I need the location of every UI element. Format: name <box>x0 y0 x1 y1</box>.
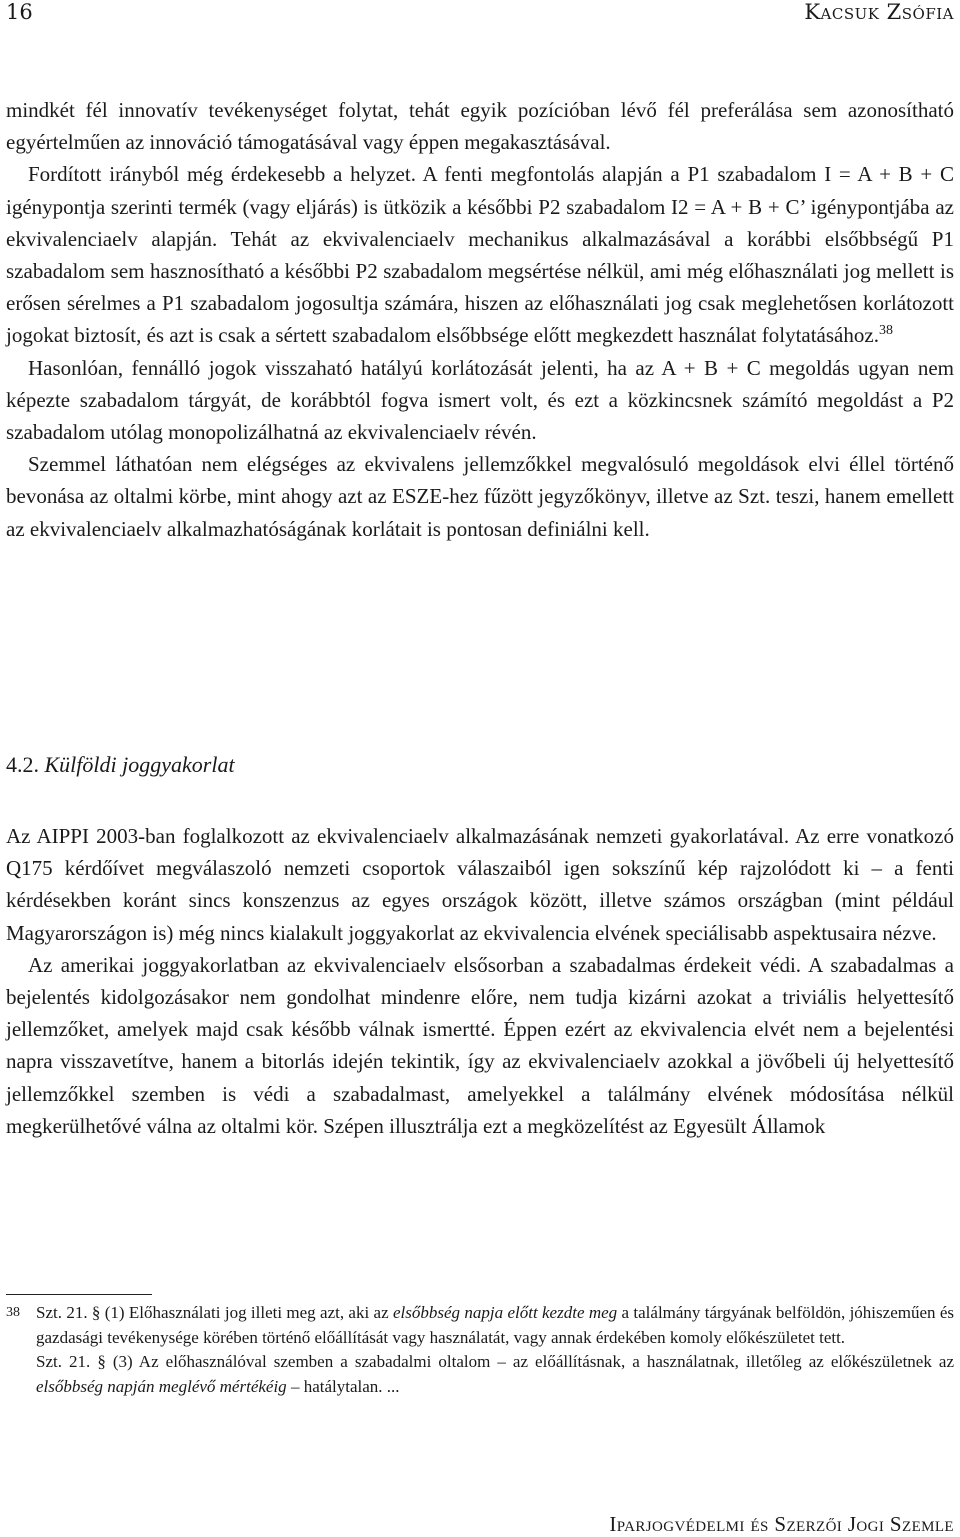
paragraph: Az AIPPI 2003-ban foglalkozott az ekvivalenciaelv alkalmazásának nemzeti gyakorlatával. Az erre vonatkozó Q175 kérdőívet megválaszoló nemzeti csoportok válaszaiból igen sokszínű kép rajzolódott ki – a fenti kérdésekben koránt sincs konszenzus az egyes országok között, illetve számos országban (mint például Magyarországon is) még nincs kialakult joggyakorlat az ekvivalencia elvének speciálisabb aspektusaira nézve. <box>6 824 954 945</box>
section-title: Külföldi joggyakorlat <box>44 752 235 777</box>
footnote-emphasis: elsőbbség napján meglévő mértékéig <box>36 1376 287 1396</box>
paragraph: Szemmel láthatóan nem elégséges az ekvivalens jellemzőkkel megvalósuló megoldások elvi éllel történő bevonása az oltalmi körbe, mint ahogy azt az ESZE-hez fűzött jegyzőkönyv, illetve az Szt. teszi, hanem emellett az ekvivalenciaelv alkalmazhatóságának korlátait is pontosan definiálni kell. <box>6 452 954 541</box>
section-heading <box>6 749 235 781</box>
paragraph: Az amerikai joggyakorlatban az ekvivalenciaelv elsősorban a szabadalmas érdekeit védi. A szabadalmas a bejelentés kidolgozásakor nem gondolhat mindenre előre, nem tudja kizárni azokat a triviális helyettesítő jellemzőket, amelyek majd csak később válnak ismertté. Éppen ezért az ekvivalencia elvét nem a bejelentési napra visszavetítve, hanem a bitorlás idején tekintik, így az ekvivalenciaelv azokkal a jövőbeli új helyettesítő jellemzőkkel szemben is védi a szabadalmast, amelyekkel a találmány elvének módosítása nélkül megkerülhetővé válna az oltalmi kör. Szépen illusztrálja ezt a megközelítést az Egyesült Államok <box>6 952 954 1138</box>
footnote-text: Szt. 21. § (1) Előhasználati jog illeti meg azt, aki az <box>36 1303 393 1322</box>
footnote-text: Szt. 21. § (3) Az előhasználóval szemben a szabadalmi oltalom – az előállításnak, a használatnak, illetőleg az előkészületnek az <box>36 1352 954 1372</box>
running-foot-journal: Iparjogvédelmi és Szerzői Jogi Szemle <box>609 1512 954 1536</box>
footnote-separator <box>6 1294 152 1295</box>
footnote-reference[interactable]: 38 <box>878 323 893 339</box>
page-number: 16 <box>6 0 33 24</box>
footnote-marker: 38 <box>6 1305 20 1320</box>
footnote-line <box>36 1350 954 1399</box>
paragraph: Hasonlóan, fennálló jogok visszaható hatályú korlátozását jelenti, ha az A + B + C megoldás ugyan nem képezte szabadalom tárgyát, de korábbtól fogva ismert volt, és ezt a közkincsnek számító megoldást a P2 szabadalom utólag monopolizálhatná az ekvivalenciaelv révén. <box>6 355 954 445</box>
running-head-author: Kacsuk Zsófia <box>804 0 954 24</box>
footnote-body <box>36 1301 954 1399</box>
section-number: 4.2. <box>6 752 39 777</box>
paragraph <box>6 158 954 351</box>
footnote <box>6 1301 954 1399</box>
footnote-line <box>36 1301 954 1350</box>
footnote-emphasis: elsőbbség napja előtt kezdte meg <box>393 1303 618 1322</box>
paragraph: mindkét fél innovatív tevékenységet folytat, tehát egyik pozícióban lévő fél preferálása sem azonosítható egyértelműen az innováció támogatásával vagy éppen megakasztásával. <box>6 98 954 155</box>
body-text-top <box>6 94 954 545</box>
footnote-text: – hatálytalan. ... <box>286 1376 400 1396</box>
paragraph-text: Fordított irányból még érdekesebb a helyzet. A fenti megfontolás alapján a P1 szabadalom I = A + B + C igénypontja szerinti termék (vagy eljárás) is ütközik a későbbi P2 szabadalom I2 = A + B + C’ igénypontjába az ekvivalenciaelv alapján. Tehát az ekvivalenciaelv mechanikus alkalmazásával a korábbi elsőbbségű P1 szabadalom sem hasznosítható a későbbi P2 szabadalom megsértése nélkül, ami még előhasználati jog mellett is erősen sérelmes a P1 szabadalom jogosultja számára, hiszen az előhasználati jog csak meglehetősen korlátozott jogokat biztosít, és azt is csak a sértett szabadalom elsőbbsége előtt megkezdett használat folytatásához. <box>6 162 954 348</box>
body-text-bottom <box>6 820 954 1142</box>
footnote-text: a találmány tárgyának belföldön, jóhiszeműen és gazdasági tevékenysége körében történő előállítását vagy használatát, vagy annak érdekében komoly előkészületet tett. <box>36 1303 955 1347</box>
